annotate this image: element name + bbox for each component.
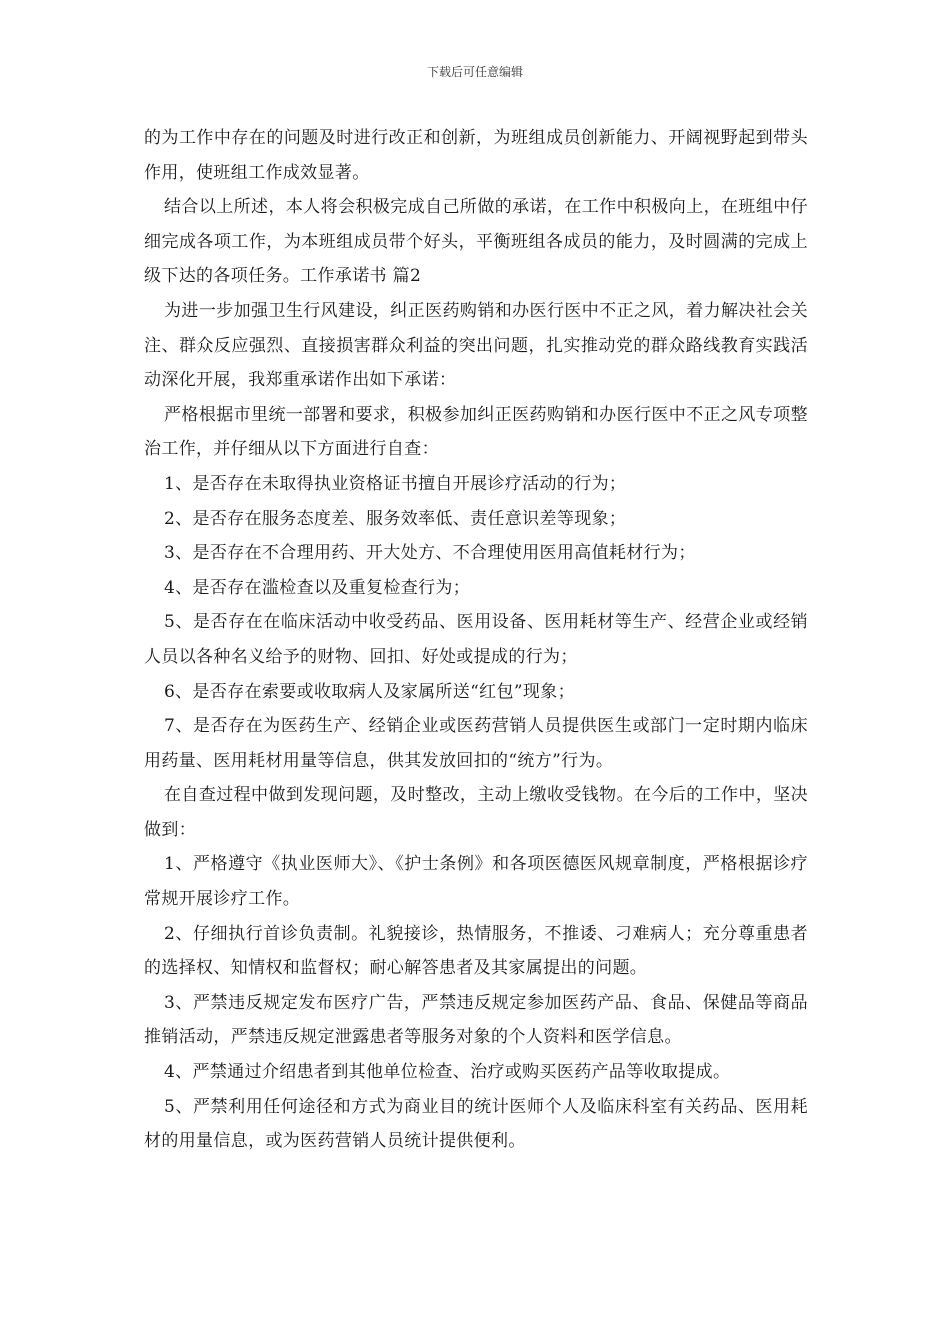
commitment-item-3: 3、严禁违反规定发布医疗广告，严禁违反规定参加医药产品、食品、保健品等商品推销活动，严禁违反规定泄露患者等服务对象的个人资料和医学信息。: [144, 992, 808, 1048]
check-item-3: 3、是否存在不合理用药、开大处方、不合理使用医用高值耗材行为；: [164, 543, 696, 564]
commitment-item-4: 4、严禁通过介绍患者到其他单位检查、治疗或购买医药产品等收取提成。: [164, 1062, 731, 1083]
document-body: [144, 121, 808, 1159]
commitment-item-5: 5、严禁利用任何途径和方式为商业目的统计医师个人及临床科室有关药品、医用耗材的用量信息，或为医药营销人员统计提供便利。: [144, 1096, 808, 1152]
paragraph-3: 为进一步加强卫生行风建设，纠正医药购销和办医行医中不正之风，着力解决社会关注、群众反应强烈、直接损害群众利益的突出问题，扎实推动党的群众路线教育实践活动深化开展，我郑重承诺作出如下承诺：: [144, 300, 808, 391]
paragraph-4: 严格根据市里统一部署和要求，积极参加纠正医药购销和办医行医中不正之风专项整治工作，并仔细从以下方面进行自查：: [144, 404, 808, 460]
paragraph-1: 的为工作中存在的问题及时进行改正和创新，为班组成员创新能力、开阔视野起到带头作用，使班组工作成效显著。: [144, 128, 808, 183]
check-item-2: 2、是否存在服务态度差、服务效率低、责任意识差等现象；: [164, 508, 627, 529]
paragraph-commitment-intro: 在自查过程中做到发现问题，及时整改，主动上缴收受钱物。在今后的工作中，坚决做到：: [144, 785, 808, 840]
check-item-1: 1、是否存在未取得执业资格证书擅自开展诊疗活动的行为；: [164, 473, 627, 494]
check-item-6: 6、是否存在索要或收取病人及家属所送“红包”现象；: [164, 681, 575, 702]
paragraph-2: 结合以上所述，本人将会积极完成自己所做的承诺，在工作中积极向上，在班组中仔细完成各项工作，为本班组成员带个好头，平衡班组各成员的能力，及时圆满的完成上级下达的各项任务。工作承诺书 篇2: [144, 197, 808, 287]
check-item-4: 4、是否存在滥检查以及重复检查行为；: [164, 577, 471, 598]
page-header: 下载后可任意编辑: [426, 65, 523, 79]
check-item-5: 5、是否存在在临床活动中收受药品、医用设备、医用耗材等生产、经营企业或经销人员以各种名义给予的财物、回扣、好处或提成的行为；: [144, 612, 808, 667]
commitment-item-2: 2、仔细执行首诊负责制。礼貌接诊，热情服务，不推诿、刁难病人；充分尊重患者的选择权、知情权和监督权；耐心解答患者及其家属提出的问题。: [144, 923, 808, 979]
commitment-item-1: 1、严格遵守《执业医师大》、《护士条例》和各项医德医风规章制度，严格根据诊疗常规开展诊疗工作。: [144, 854, 808, 910]
check-item-7: 7、是否存在为医药生产、经销企业或医药营销人员提供医生或部门一定时期内临床用药量、医用耗材用量等信息，供其发放回扣的“统方”行为。: [144, 716, 808, 771]
